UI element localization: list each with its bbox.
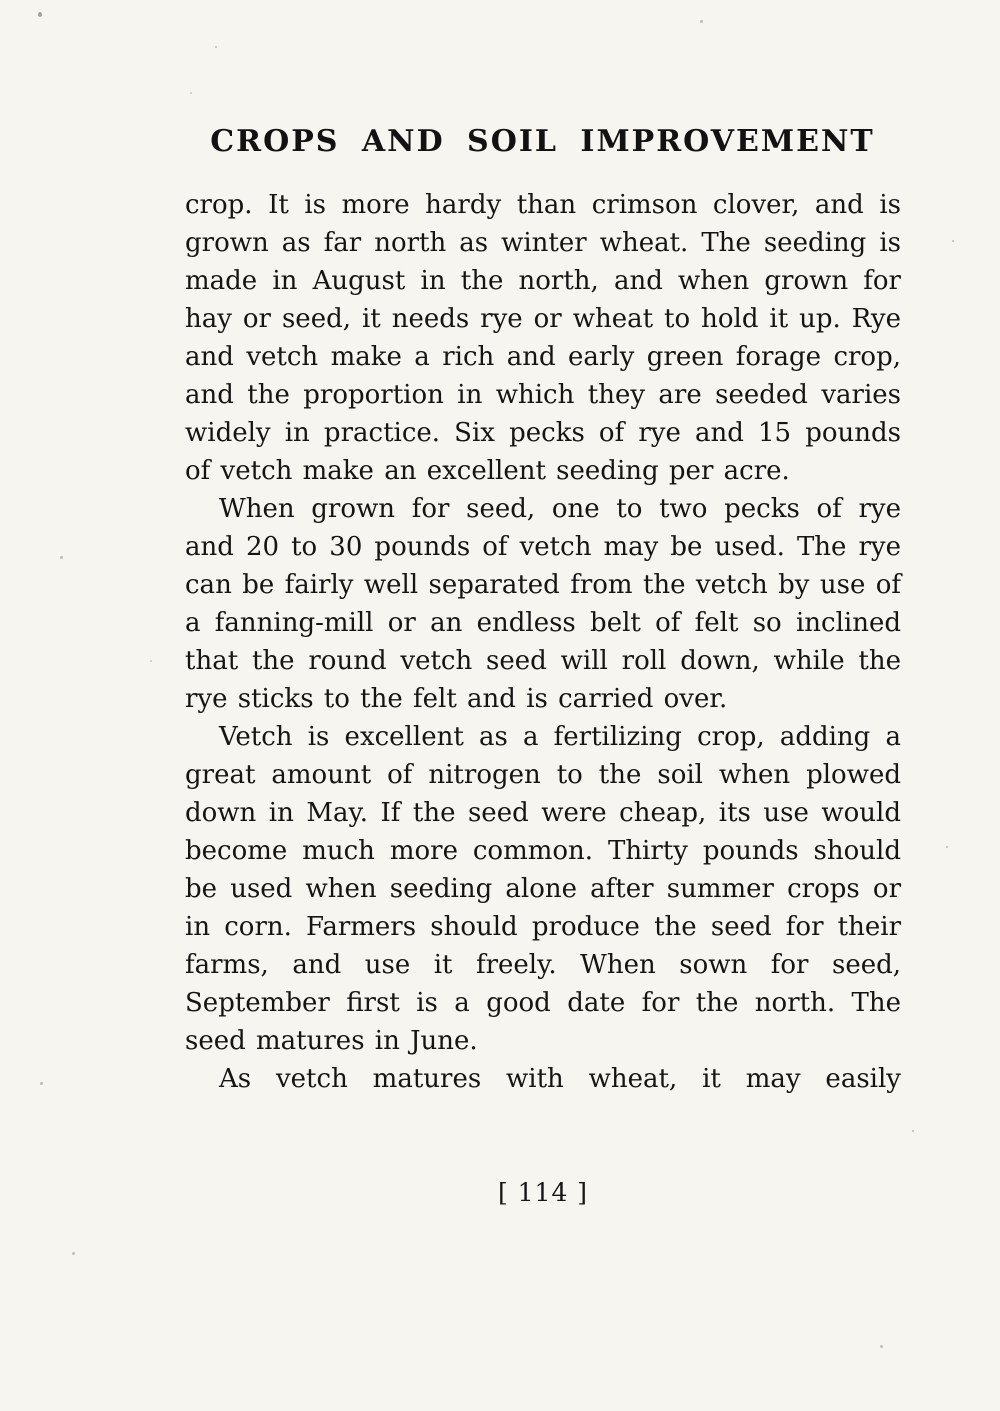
scan-speckle [38, 12, 42, 17]
paragraph: When grown for seed, one to two pecks of rye and 20 to 30 pounds of vetch may be used. The rye can be fairly well separated from the vetch by use of a fanning-mill or an endless belt of felt so inclined that the round vetch seed will roll down, while the rye sticks to the felt and is carried over. [185, 494, 901, 714]
scan-speckle [190, 92, 192, 94]
paragraph: As vetch matures with wheat, it may easily [219, 1064, 901, 1094]
scan-speckle [72, 1252, 75, 1255]
scan-speckle [912, 1130, 914, 1132]
scan-speckle [215, 46, 217, 48]
scan-speckle [60, 556, 63, 559]
scan-speckle [952, 240, 954, 242]
scan-speckle [40, 1082, 43, 1085]
scan-speckle [700, 20, 703, 23]
page-title: CROPS AND SOIL IMPROVEMENT [210, 124, 875, 159]
page-number: [ 114 ] [497, 1178, 589, 1207]
scan-speckle [150, 660, 152, 662]
scan-speckle [880, 1345, 883, 1348]
paragraph: crop. It is more hardy than crimson clover, and is grown as far north as winter wheat. The seeding is made in August in the north, and when grown for hay or seed, it needs rye or wheat to hold it up. Rye and vetch make a rich and early green forage crop, and the proportion in which they are seeded varies widely in practice. Six pecks of rye and 15 pounds of vetch make an excellent seeding per acre. [185, 190, 901, 486]
paragraph: Vetch is excellent as a fertilizing crop, adding a great amount of nitrogen to the soil when plowed down in May. If the seed were cheap, its use would become much more common. Thirty pounds should be used when seeding alone after summer crops or in corn. Farmers should produce the seed for their farms, and use it freely. When sown for seed, September first is a good date for the north. The seed matures in June. [185, 722, 901, 1056]
scan-speckle [946, 846, 948, 848]
page-body [185, 186, 901, 1098]
